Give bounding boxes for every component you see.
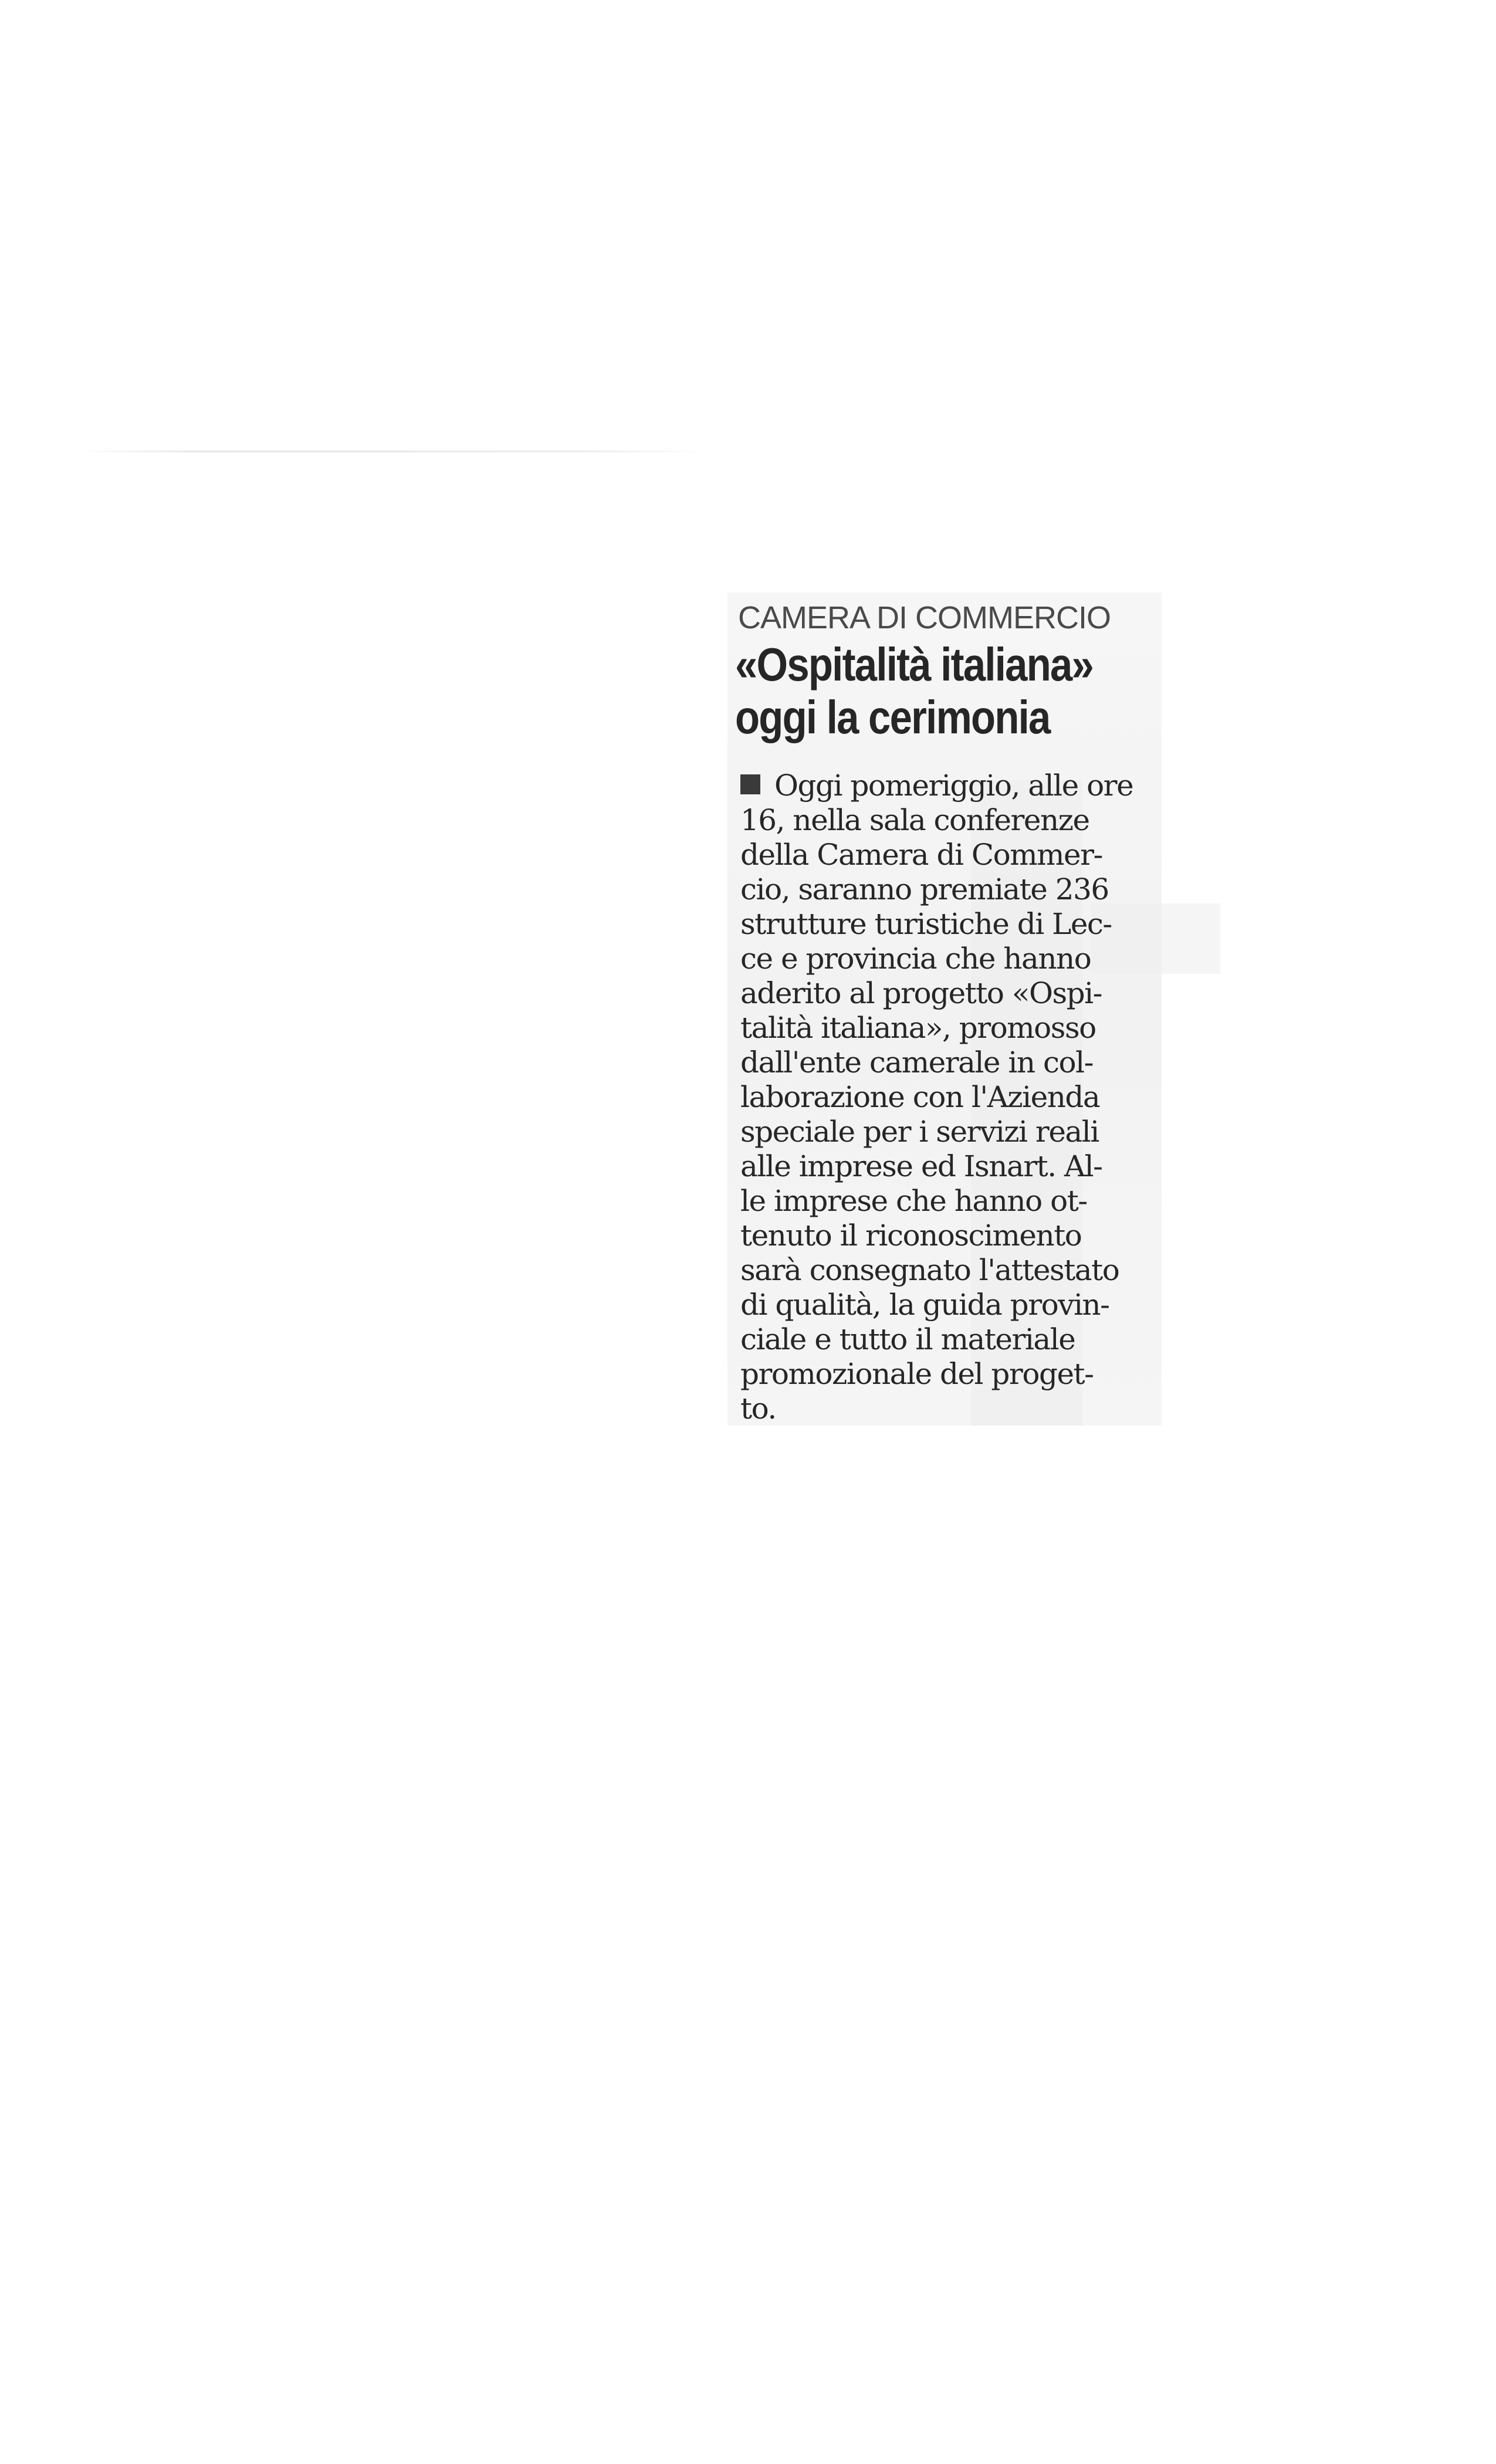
body-line: speciale per i servizi reali [740, 1115, 1099, 1149]
body-line: promozionale del proget- [740, 1357, 1094, 1391]
body-line: ciale e tutto il materiale [740, 1322, 1075, 1356]
body-line: della Camera di Commer- [740, 838, 1102, 872]
body-line: 16, nella sala conferenze [740, 803, 1089, 837]
headline-line: oggi la cerimonia [735, 691, 1050, 743]
body-line: sarà consegnato l'attestato [740, 1253, 1119, 1287]
body-line: cio, saranno premiate 236 [740, 872, 1109, 906]
body-line: le imprese che hanno ot- [740, 1184, 1087, 1218]
body-line: dall'ente camerale in col- [740, 1045, 1093, 1079]
headline-line: «Ospitalità italiana» [735, 638, 1094, 691]
body-line: ce e provincia che hanno [740, 942, 1091, 976]
body-line: alle imprese ed Isnart. Al- [740, 1149, 1102, 1183]
body-line: talità italiana», promosso [740, 1011, 1096, 1045]
body-line: aderito al progetto «Ospi- [740, 976, 1102, 1010]
scan-edge-line [76, 451, 710, 452]
article-headline [735, 638, 1151, 744]
square-bullet-icon [740, 774, 760, 794]
body-line: tenuto il riconoscimento [740, 1219, 1082, 1253]
body-line-text: Oggi pomeriggio, alle ore [774, 769, 1133, 803]
body-line: to. [740, 1392, 776, 1426]
body-line: laborazione con l'Azienda [740, 1080, 1100, 1114]
body-line: di qualità, la guida provin- [740, 1288, 1109, 1322]
article-kicker: CAMERA DI COMMERCIO [738, 600, 1111, 635]
body-line: strutture turistiche di Lec- [740, 907, 1112, 941]
article-body [740, 769, 1163, 1426]
body-line-first [740, 769, 1163, 803]
